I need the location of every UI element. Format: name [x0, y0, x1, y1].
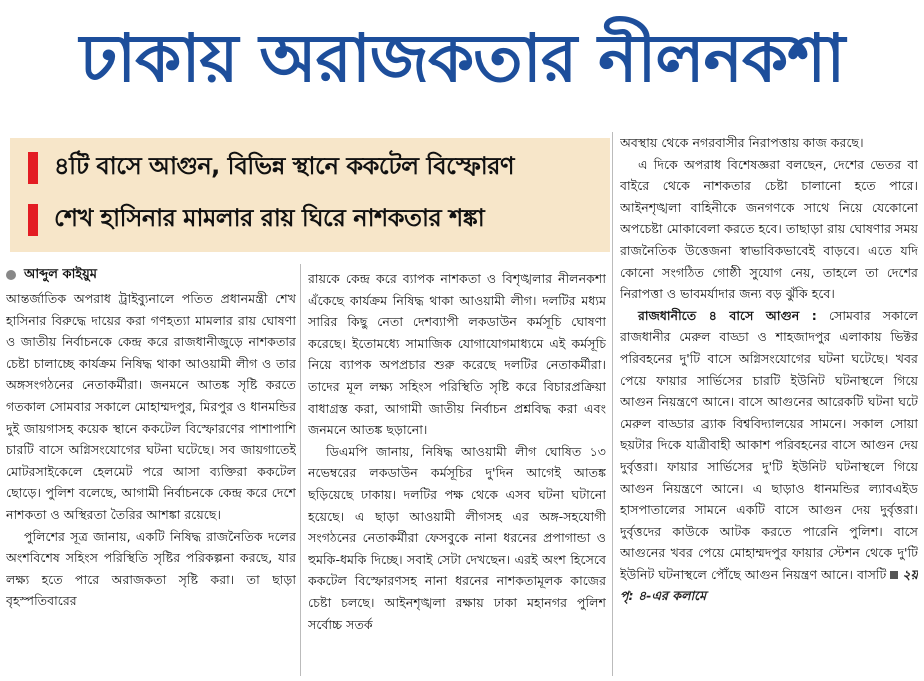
article-column-3 — [620, 132, 918, 678]
red-bar-icon — [28, 204, 38, 236]
paragraph: রায়কে কেন্দ্র করে ব্যাপক নাশকতা ও বিশৃঙ্খলার নীলনকশা এঁকেছে কার্যক্রম নিষিদ্ধ থাকা আওয়ামী লীগ। দলটির মধ্যম সারির কিছু নেতা দেশব্যাপী লকডাউন কর্মসূচি ঘোষণা করেছে। ইতোমধ্যে সামাজিক যোগাযোগমাধ্যমে এই কর্মসূচি নিয়ে ব্যাপক অপপ্রচার শুরু করেছে দলটির নেতাকর্মীরা। তাদের মূল লক্ষ্য সহিংস পরিস্থিতি সৃষ্টি করে বিচারপ্রক্রিয়া বাধাগ্রস্ত করা, আগামী জাতীয় নির্বাচন প্রশ্নবিদ্ধ করা এবং জনমনে আতঙ্ক ছড়ানো। — [308, 271, 606, 438]
byline — [6, 264, 97, 286]
continued-on-link[interactable]: ২য় পৃ: ৪-এর কলামে — [620, 566, 918, 604]
subheadline-2-text: শেখ হাসিনার মামলার রায় ঘিরে নাশকতার শঙ্কা — [54, 204, 485, 232]
subheadline-1-text: ৪টি বাসে আগুন, বিভিন্ন স্থানে ককটেল বিস্ফোরণ — [54, 152, 514, 180]
square-marker-icon — [890, 571, 898, 579]
section-text: সোমবার সকালে রাজধানীর মেরুল বাড্ডা ও শাহজাদপুর এলাকায় ভিক্টর পরিবহনের দু'টি বাসে অগ্নিসংযোগের ঘটনা ঘটেছে। খবর পেয়ে ফায়ার সার্ভিসের চারটি ইউনিট ঘটনাস্থলে গিয়ে আগুন নিয়ন্ত্রণে আনে। বাসে আগুনের আরেকটি ঘটনা ঘটে মেরুল বাড্ডার ব্র্যাক বিশ্ববিদ্যালয়ের সামনে। সকাল সোয়া ছয়টার দিকে যাত্রীবাহী আকাশ পরিবহনের বাসে আগুন দেয় দুর্বৃত্তরা। ফায়ার সার্ভিসের দু'টি ইউনিট ঘটনাস্থলে গিয়ে আগুন নিয়ন্ত্রণে আনে। এ ছাড়াও ধানমন্ডির ল্যাবএইড হাসপাতালের সামনে একটি বাসে আগুন দেয় দুর্বৃত্তরা। দুর্বৃত্তদের কাউকে আটক করতে পারেনি পুলিশ। বাসে আগুনের খবর পেয়ে মোহাম্মদপুর ফায়ার স্টেশন থেকে দু'টি ইউনিট ঘটনাস্থলে পৌঁছে আগুন নিয়ন্ত্রণ আনে। বাসটি — [620, 307, 918, 582]
paragraph: এ দিকে অপরাধ বিশেষজ্ঞরা বলছেন, দেশের ভেতর বা বাইরে থেকে নাশকতার চেষ্টা চালানো হতে পারে। আইনশৃঙ্খলা বাহিনীকে জনগণকে সাথে নিয়ে যেকোনো অপচেষ্টা মোকাবেলা করতে হবে। তাছাড়া রায় ঘোষণার সময় রাজনৈতিক উত্তেজনা স্বাভাবিকভাবেই বাড়বে। এতে যদি কোনো সংগঠিত গোষ্ঠী সুযোগ নেয়, তাহলে তা দেশের নিরাপত্তা ও ভাবমর্যাদার জন্য বড় ঝুঁকি হবে। — [620, 156, 918, 302]
subheadline-1 — [28, 148, 514, 188]
bullet-dot-icon — [6, 270, 16, 280]
subheadline-box — [10, 138, 610, 252]
subheadline-2 — [28, 200, 484, 240]
paragraph: পুলিশের সূত্র জানায়, একটি নিষিদ্ধ রাজনৈতিক দলের অংশবিশেষ সহিংস পরিস্থিতি সৃষ্টির পরিকল্পনা করছে, যার লক্ষ্য হতে পারে অরাজকতা সৃষ্টি করা। তা ছাড়া বৃহস্পতিবারের — [6, 528, 296, 609]
red-bar-icon — [28, 152, 38, 184]
column-divider — [612, 132, 613, 676]
author-name: আব্দুল কাইয়ুম — [24, 266, 98, 282]
article-column-2 — [308, 268, 606, 678]
paragraph: অবস্থায় থেকে নগরবাসীর নিরাপত্তায় কাজ করছে। — [620, 135, 864, 150]
column-divider — [300, 264, 301, 676]
section-paragraph — [620, 305, 918, 607]
article-column-1 — [6, 288, 296, 678]
page-headline: ঢাকায় অরাজকতার নীলনকশা — [79, 20, 845, 97]
paragraph: ডিএমপি জানায়, নিষিদ্ধ আওয়ামী লীগ ঘোষিত ১৩ নভেম্বরের লকডাউন কর্মসূচির দু'দিন আগেই আতঙ্ক ছড়িয়েছে ঢাকায়। দলটির পক্ষ থেকে এসব ঘটনা ঘটানো হয়েছে। এ ছাড়া আওয়ামী লীগসহ এর অঙ্গ-সহযোগী সংগঠনের নেতাকর্মীরা ফেসবুকে নানা ধরনের প্রপাগান্ডা ও হুমকি-ধমকি দিচ্ছে। সবাই সেটা দেখছেন। এরই অংশ হিসেবে ককটেল বিস্ফোরণসহ নানা ধরনের নাশকতামূলক কাজের চেষ্টা চলছে। আইনশৃঙ্খলা রক্ষায় ঢাকা মহানগর পুলিশ সর্বোচ্চ সতর্ক — [308, 443, 606, 632]
section-lead: রাজধানীতে ৪ বাসে আগুন : — [638, 307, 817, 323]
paragraph: আন্তর্জাতিক অপরাধ ট্রাইব্যুনালে পতিত প্রধানমন্ত্রী শেখ হাসিনার বিরুদ্ধে দায়ের করা গণহত্যা মামলার রায় ঘোষণা ও জাতীয় নির্বাচনকে কেন্দ্র করে রাজধানীজুড়ে নাশকতার চেষ্টা চালাচ্ছে কার্যক্রম নিষিদ্ধ থাকা আওয়ামী লীগ ও তার অঙ্গসংগঠনের নেতাকর্মীরা। জনমনে আতঙ্ক সৃষ্টি করতে গতকাল সোমবার সকালে মোহাম্মদপুর, মিরপুর ও ধানমন্ডির দুই জায়গাসহ কয়েক স্থানে ককটেল বিস্ফোরণের পাশাপাশি চারটি বাসে অগ্নিসংযোগের ঘটনা ঘটেছে। সব জায়গাতেই মোটরসাইকেলে হেলমেট পরে আসা ব্যক্তিরা ককটেল ছোড়ে। পুলিশ বলেছে, আগামী নির্বাচনকে কেন্দ্র করে দেশে নাশকতা ও অস্থিরতা তৈরির আশঙ্কা রয়েছে। — [6, 291, 296, 522]
